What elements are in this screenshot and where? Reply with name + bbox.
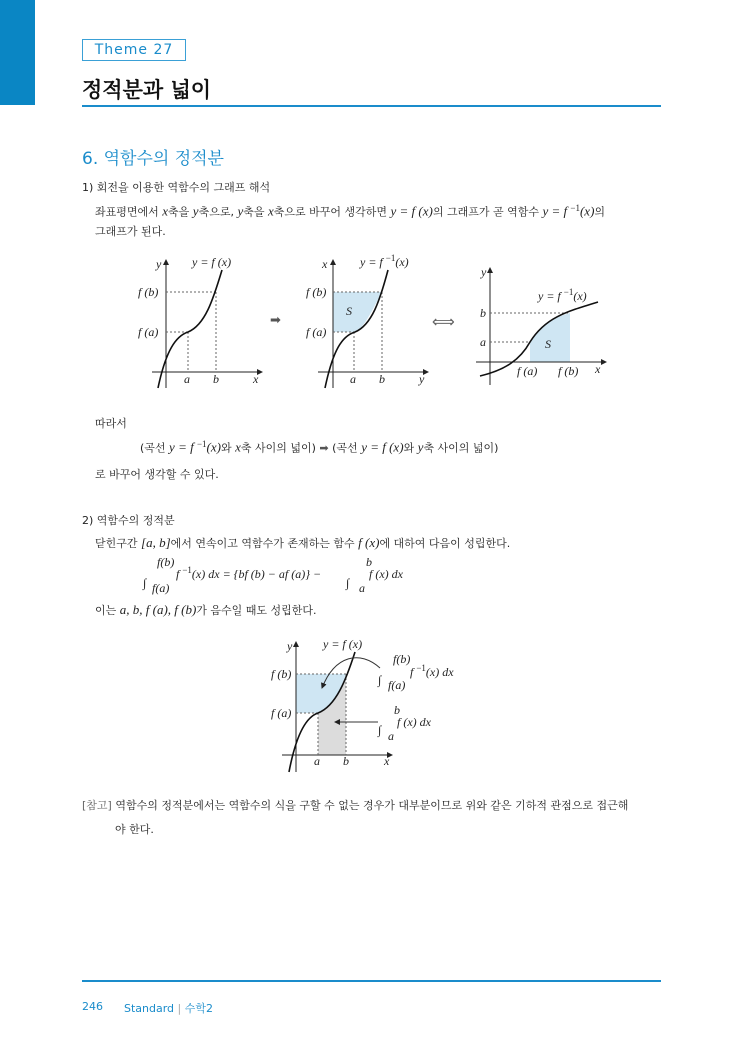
- section-title: 6. 역함수의 정적분: [82, 149, 224, 169]
- conclusion-text: 로 바꾸어 생각할 수 있다.: [95, 468, 219, 481]
- svg-text:f (b): f (b): [558, 364, 579, 378]
- svg-text:f (a): f (a): [517, 364, 538, 378]
- area-S: [333, 292, 382, 332]
- svg-text:a: a: [388, 729, 394, 743]
- svg-text:f(b): f(b): [393, 652, 411, 666]
- svg-text:a: a: [480, 335, 486, 349]
- side-tab: [0, 0, 35, 105]
- figure-rotated-graph: [300, 250, 435, 390]
- equivalence-statement: (곡선 y = f $^{-1}$(x)와 x축 사이의 넓이) ➡ (곡선 y = f (x)와 y축 사이의 넓이): [140, 439, 499, 455]
- title-divider: [82, 105, 661, 107]
- svg-text:a: a: [184, 372, 190, 386]
- inverse-integral-formula: [140, 555, 440, 597]
- page-title: 정적분과 넓이: [82, 78, 212, 102]
- svg-text:y: y: [481, 265, 487, 279]
- figure-function-graph: [130, 250, 280, 390]
- svg-text:y = f −1(x): y = f $^{-1}$(x): [538, 287, 587, 303]
- svg-text:S: S: [346, 304, 352, 318]
- svg-text:f (a): f (a): [306, 325, 327, 339]
- theme-badge: Theme 27: [82, 39, 186, 61]
- therefore-text: 따라서: [95, 417, 127, 430]
- footer-divider: [82, 980, 661, 982]
- svg-text:y: y: [156, 257, 162, 271]
- part2-text-line2: 이는 a, b, f (a), f (b)가 음수일 때도 성립한다.: [95, 602, 317, 617]
- svg-text:x: x: [322, 257, 328, 271]
- svg-text:b: b: [366, 555, 372, 569]
- right-arrow-icon: ➡: [270, 313, 281, 328]
- figure-inverse-integral: [260, 630, 490, 775]
- svg-text:f (b): f (b): [138, 285, 159, 299]
- svg-text:f (x) dx: f (x) dx: [369, 567, 403, 581]
- svg-text:a: a: [314, 754, 320, 768]
- part1-text-line2: 그래프가 된다.: [95, 225, 166, 238]
- svg-text:y = f −1(x): y = f $^{-1}$(x): [360, 253, 409, 269]
- svg-text:∫: ∫: [378, 723, 382, 737]
- svg-text:x: x: [595, 362, 601, 376]
- note-line2: 야 한다.: [115, 823, 154, 836]
- svg-text:f (a): f (a): [138, 325, 159, 339]
- part2-text-line1: 닫힌구간 [a, b]에서 연속이고 역함수가 존재하는 함수 f (x)에 대하여 다음이 성립한다.: [95, 535, 511, 550]
- svg-text:b: b: [379, 372, 385, 386]
- svg-text:b: b: [343, 754, 349, 768]
- svg-text:b: b: [480, 306, 486, 320]
- svg-text:f (b): f (b): [306, 285, 327, 299]
- svg-text:f −1(x) dx = {bf (b) − af (a)}: f $^{-1}$(x) dx = {bf (b) − af (a)} −: [176, 565, 322, 581]
- right-arrow-icon: ➡: [319, 441, 333, 455]
- curve: [158, 270, 222, 388]
- svg-text:x: x: [253, 372, 259, 386]
- svg-text:∫: ∫: [378, 673, 382, 687]
- svg-text:x: x: [384, 754, 390, 768]
- svg-text:f(a): f(a): [152, 581, 170, 595]
- page-number: 246: [82, 1000, 103, 1013]
- svg-text:a: a: [359, 581, 365, 595]
- svg-text:f −1(x) dx: f $^{-1}$(x) dx: [410, 663, 454, 679]
- figure-inverse-graph: [470, 260, 615, 385]
- svg-text:f (b): f (b): [271, 667, 292, 681]
- svg-text:S: S: [545, 337, 551, 351]
- double-arrow-icon: ⟺: [432, 312, 455, 331]
- svg-text:∫: ∫: [143, 576, 147, 590]
- svg-text:y: y: [287, 639, 293, 653]
- svg-text:y = f (x): y = f (x): [323, 637, 363, 651]
- svg-text:a: a: [350, 372, 356, 386]
- svg-text:f (a): f (a): [271, 706, 292, 720]
- svg-text:y: y: [419, 372, 425, 386]
- footer-book: Standard | 수학2: [124, 1002, 214, 1015]
- svg-text:f(b): f(b): [157, 555, 175, 569]
- part1-heading: 1) 회전을 이용한 역함수의 그래프 해석: [82, 181, 271, 194]
- note-line1: [참고] 역함수의 정적분에서는 역함수의 식을 구할 수 없는 경우가 대부분이므로 위와 같은 기하적 관점으로 접근해: [82, 799, 629, 812]
- part1-text-line1: 좌표평면에서 x축을 y축으로, y축을 x축으로 바꾸어 생각하면 y = f (x)의 그래프가 곧 역함수 y = f $^{-1}$(x)의: [95, 203, 606, 219]
- svg-text:b: b: [213, 372, 219, 386]
- svg-text:∫: ∫: [346, 576, 350, 590]
- svg-text:y = f (x): y = f (x): [192, 255, 232, 269]
- part2-heading: 2) 역함수의 정적분: [82, 514, 175, 527]
- svg-text:f(a): f(a): [388, 678, 406, 692]
- svg-text:b: b: [394, 703, 400, 717]
- svg-text:f (x) dx: f (x) dx: [397, 715, 431, 729]
